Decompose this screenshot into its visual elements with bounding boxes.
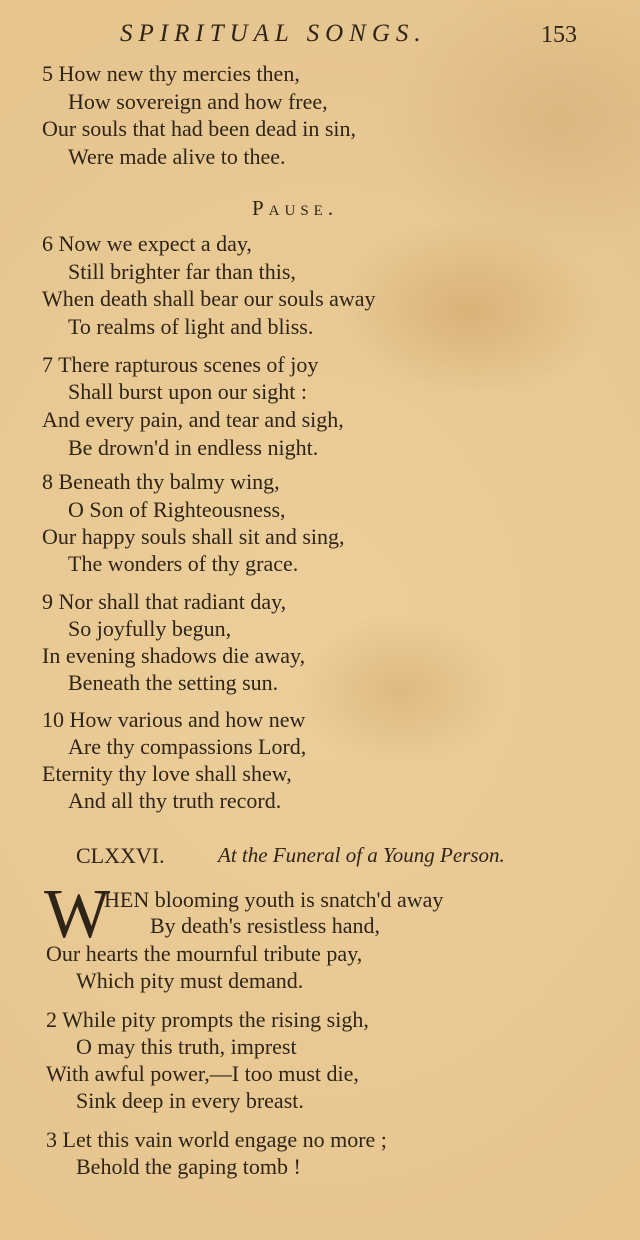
drop-cap: W [44,876,111,953]
hymn-number: CLXXVI. [76,843,165,868]
verse-line: Our happy souls shall sit and sing, [42,524,345,549]
verse-line: And every pain, and tear and sigh, [42,407,344,432]
verse-line: 9 Nor shall that radiant day, [42,589,287,614]
verse-line: Behold the gaping tomb ! [76,1154,301,1179]
verse-line: How sovereign and how free, [68,89,328,114]
verse-line: In evening shadows die away, [42,643,306,668]
verse-line: Are thy compassions Lord, [68,734,307,759]
running-title: SPIRITUAL SONGS. [120,20,427,47]
verse-line: Shall burst upon our sight : [68,379,307,404]
verse-line: Be drown'd in endless night. [68,435,319,460]
verse-line: When death shall bear our souls away [42,286,376,311]
page-number: 153 [541,22,577,48]
verse-line: HEN blooming youth is snatch'd away [104,887,444,912]
verse-line: 7 There rapturous scenes of joy [42,352,319,377]
verse-line: And all thy truth record. [68,788,282,813]
verse-line: To realms of light and bliss. [68,314,314,339]
verse-line: Eternity thy love shall shew, [42,761,292,786]
verse-line: O may this truth, imprest [76,1034,297,1059]
verse-line: Still brighter far than this, [68,259,296,284]
verse-line: Our souls that had been dead in sin, [42,116,357,141]
verse-line: 8 Beneath thy balmy wing, [42,469,280,494]
verse-line: Which pity must demand. [76,968,304,993]
verse-line: Sink deep in every breast. [76,1088,304,1113]
verse-line: 6 Now we expect a day, [42,231,252,256]
pause-heading: Pause. [252,196,339,220]
verse-line: 3 Let this vain world engage no more ; [46,1127,387,1152]
verse-line: Beneath the setting sun. [68,670,279,695]
verse-line: 5 How new thy mercies then, [42,61,300,86]
verse-line: O Son of Righteousness, [68,497,286,522]
verse-line: 2 While pity prompts the rising sigh, [46,1007,369,1032]
verse-line: Our hearts the mournful tribute pay, [46,941,363,966]
verse-line: The wonders of thy grace. [68,551,299,576]
verse-line: 10 How various and how new [42,707,306,732]
verse-line: So joyfully begun, [68,616,232,641]
verse-line: Were made alive to thee. [68,144,286,169]
verse-line: By death's resistless hand, [150,913,381,938]
hymn-title: At the Funeral of a Young Person. [218,843,505,867]
verse-line: With awful power,—I too must die, [46,1061,359,1086]
